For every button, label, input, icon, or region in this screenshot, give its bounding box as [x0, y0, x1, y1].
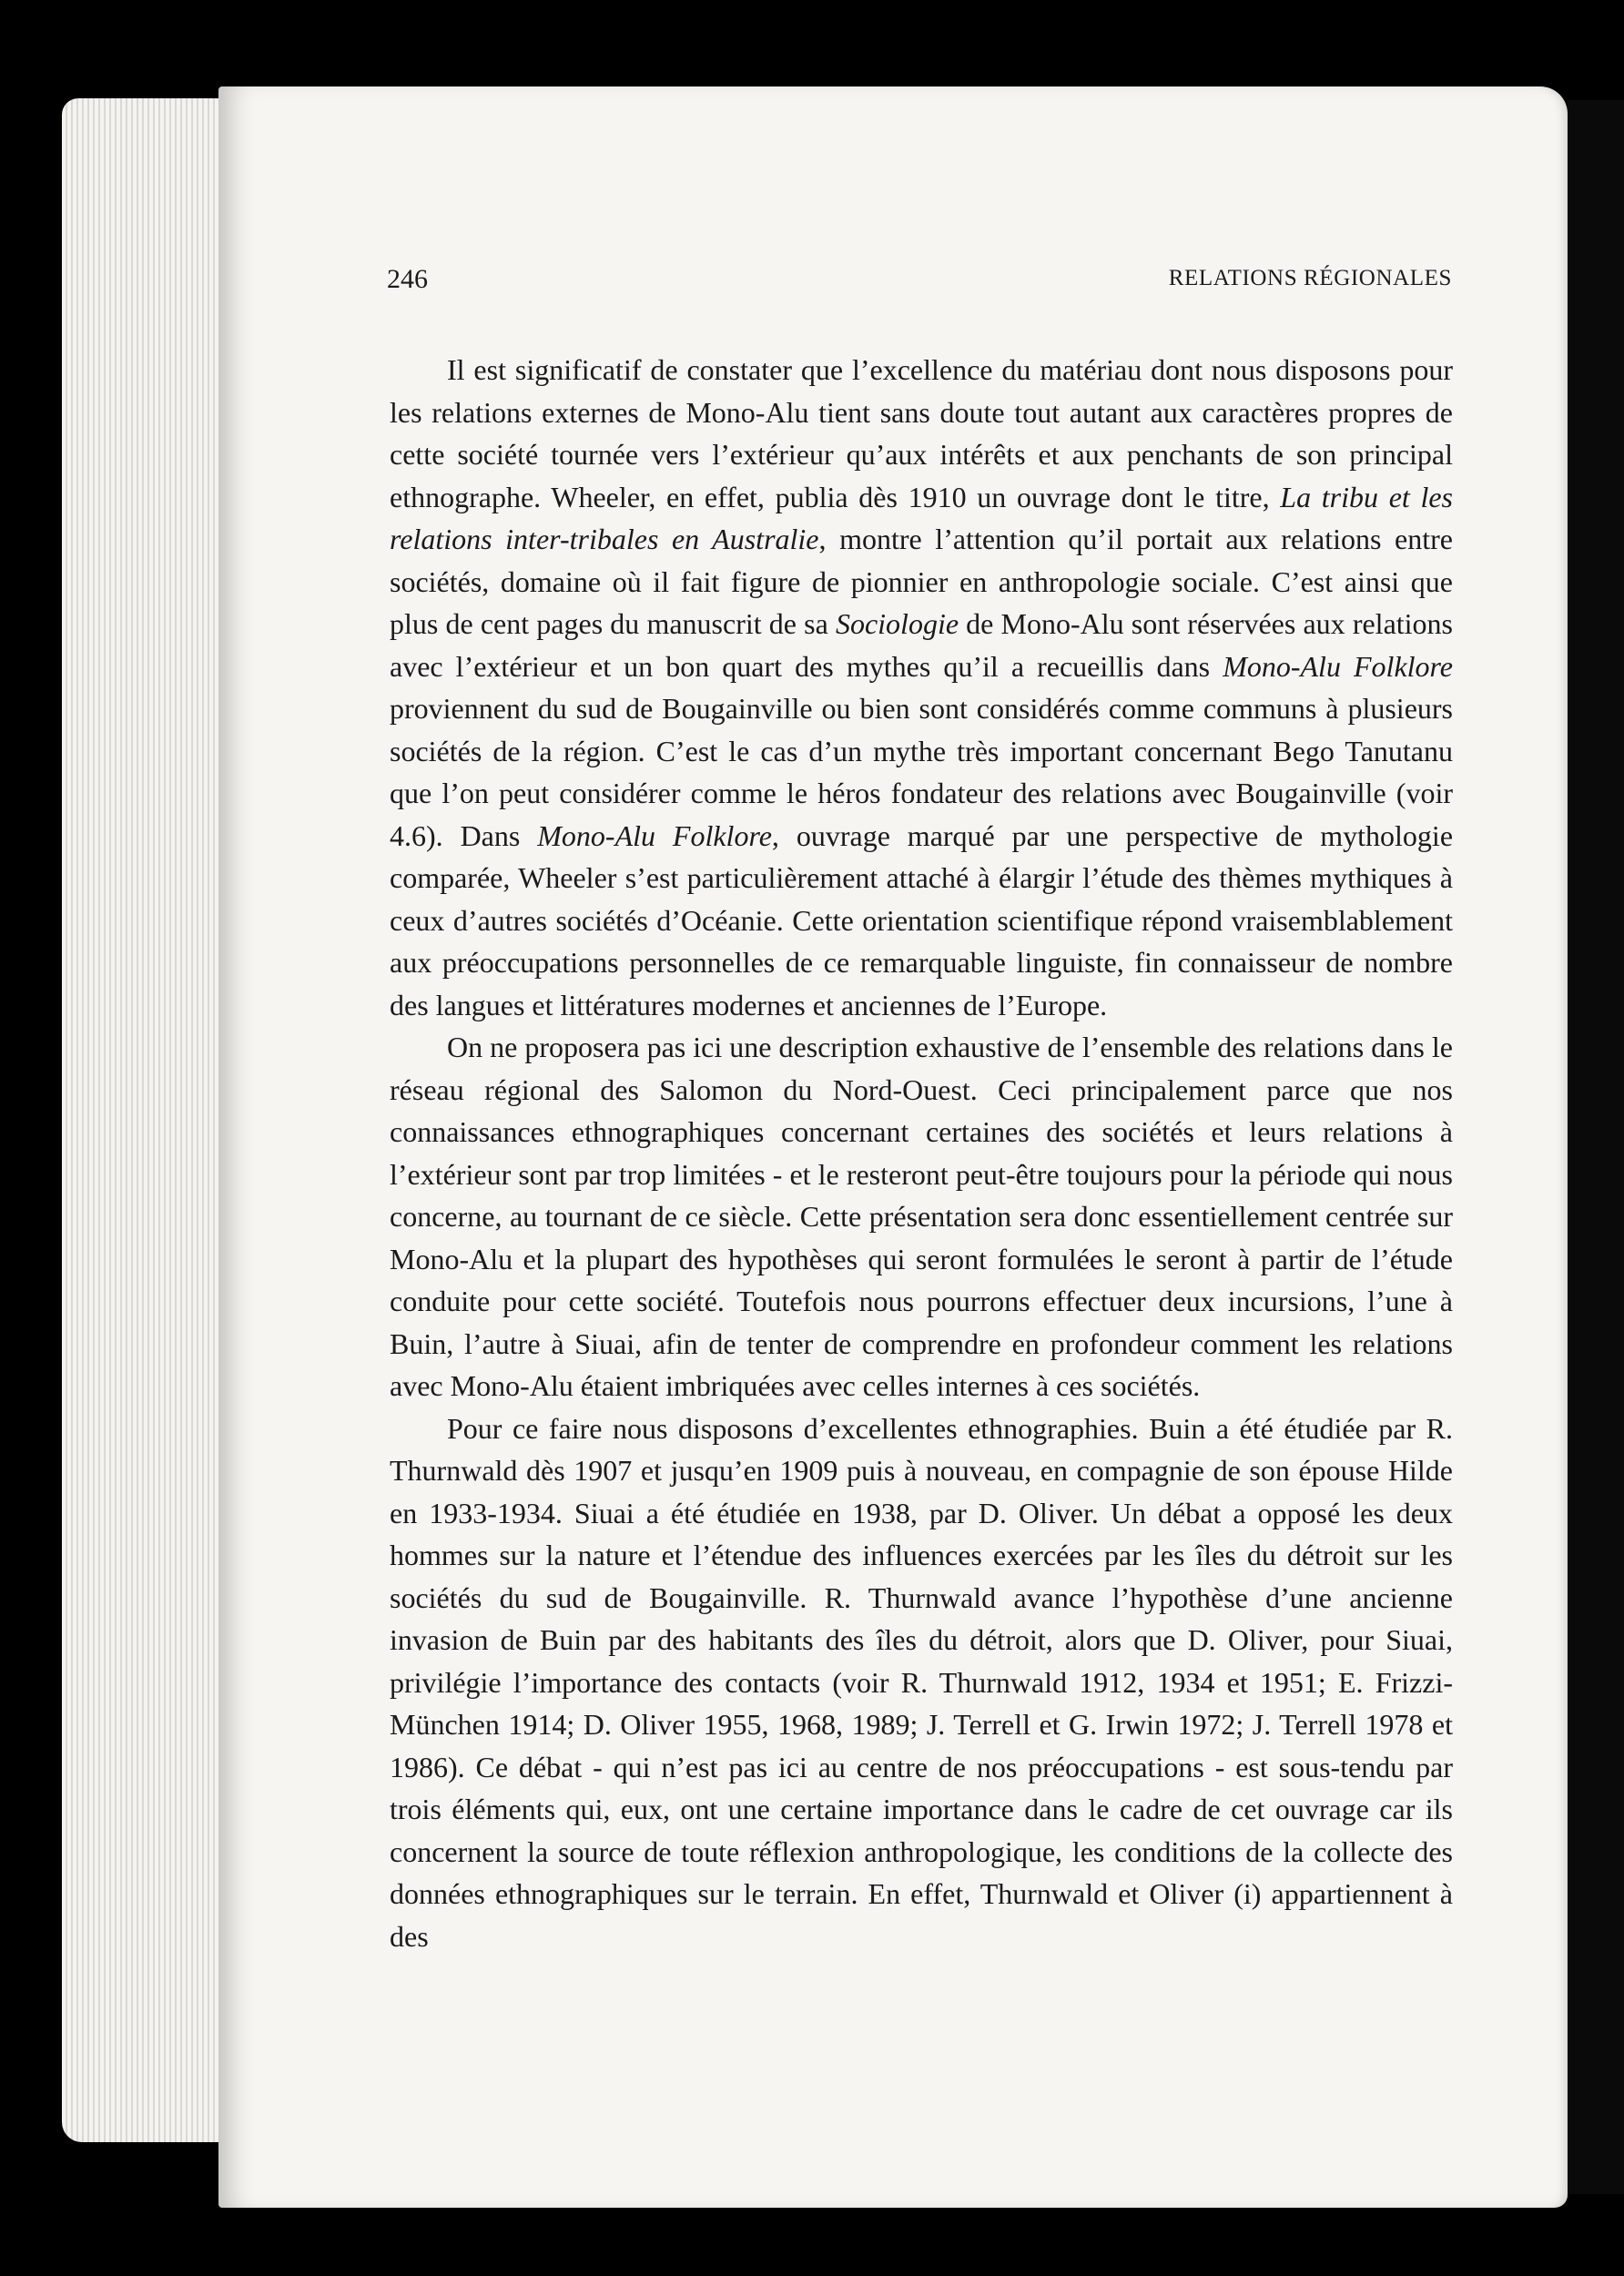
paragraph-3: Pour ce faire nous disposons d’excellentes ethnographies. Buin a été étudiée par R. Thurnwald dès 1907 et jusqu’en 1909 puis à nouveau, en compagnie de son épouse Hilde en 1933-1934. Siuai a été étudiée en 1938, par D. Oliver. Un débat a opposé les deux hommes sur la nature et l’étendue des influences exercées par les îles du détroit sur les sociétés du sud de Bougainville. R. Thurnwald avance l’hypothèse d’une ancienne invasion de Buin par des habitants des îles du détroit, alors que D. Oliver, pour Siuai, privilégie l’importance des contacts (voir R. Thurnwald 1912, 1934 et 1951; E. Frizzi-München 1914; D. Oliver 1955, 1968, 1989; J. Terrell et G. Irwin 1972; J. Terrell 1978 et 1986). Ce débat - qui n’est pas ici au centre de nos préoccupations - est sous-tendu par trois éléments qui, eux, ont une certaine importance dans le cadre de cet ouvrage car ils concernent la source de toute réflexion anthropologique, les conditions de la collecte des données ethnographiques sur le terrain. En effet, Thurnwald et Oliver (i) appartiennent à des: [390, 1411, 1453, 1953]
section-title: RELATIONS RÉGIONALES: [1168, 266, 1452, 290]
running-head: [387, 264, 1452, 300]
page-edges: [62, 98, 221, 2142]
book-title-sociologie: Sociologie: [835, 607, 959, 640]
paragraph-1-text-b: , montre l’attention qu’il portait aux relations entre sociétés, domaine où il fait figure de pionnier en anthropologie sociale. C’est ainsi que plus de cent pages du manuscrit de sa: [390, 523, 1454, 640]
paragraph-1-text-d: proviennent du sud de Bougainville ou bien sont considérés comme communs à plusieurs sociétés de la région. C’est le cas d’un mythe très important concernant Bego Tanutanu que l’on peut considérer comme le héros fondateur des relations avec Bougainville (voir 4.6). Dans: [390, 692, 1453, 852]
paragraph-1-text-c: de Mono-Alu sont réservées aux relations avec l’extérieur et un bon quart des mythes qu’il a recueillis dans: [390, 607, 1454, 683]
book-title-folklore-1: Mono-Alu Folklore: [1223, 649, 1454, 683]
body-text: [390, 349, 1453, 1957]
book-title-folklore-2: Mono-Alu Folklore: [537, 818, 772, 852]
page-number: 246: [387, 264, 428, 294]
paragraph-1: [390, 349, 1453, 1026]
paragraph-1-text-e: , ouvrage marqué par une perspective de mythologie comparée, Wheeler s’est particulièrement attaché à élargir l’étude des thèmes mythiques à ceux d’autres sociétés d’Océanie. Cette orientation scientifique répond vraisemblablement aux préoccupations personnelles de ce remarquable linguiste, fin connaisseur de nombre des langues et littératures modernes et anciennes de l’Europe.: [390, 818, 1454, 1021]
paragraph-2: On ne proposera pas ici une description exhaustive de l’ensemble des relations dans le réseau régional des Salomon du Nord-Ouest. Ceci principalement parce que nos connaissances ethnographiques concernant certaines des sociétés et leurs relations à l’extérieur sont par trop limitées - et le resteront peut-être toujours pour la période qui nous concerne, au tournant de ce siècle. Cette présentation sera donc essentiellement centrée sur Mono-Alu et la plupart des hypothèses qui seront formulées le seront à partir de l’étude conduite pour cette société. Toutefois nous pourrons effectuer deux incursions, l’une à Buin, l’autre à Siuai, afin de tenter de comprendre en profondeur comment les relations avec Mono-Alu étaient imbriquées avec celles internes à ces sociétés.: [390, 1031, 1453, 1402]
paragraph-1-text-a: Il est significatif de constater que l’excellence du matériau dont nous disposons pour les relations externes de Mono-Alu tient sans doute tout autant aux caractères propres de cette société tournée vers l’extérieur qu’aux intérêts et aux penchants de son principal ethnographe. Wheeler, en effet, publia dès 1910 un ouvrage dont le titre,: [390, 353, 1453, 513]
book-title-tribu: La tribu et les relations inter-tribales en Australie: [390, 480, 1454, 555]
scan-border: [1568, 100, 1624, 2194]
